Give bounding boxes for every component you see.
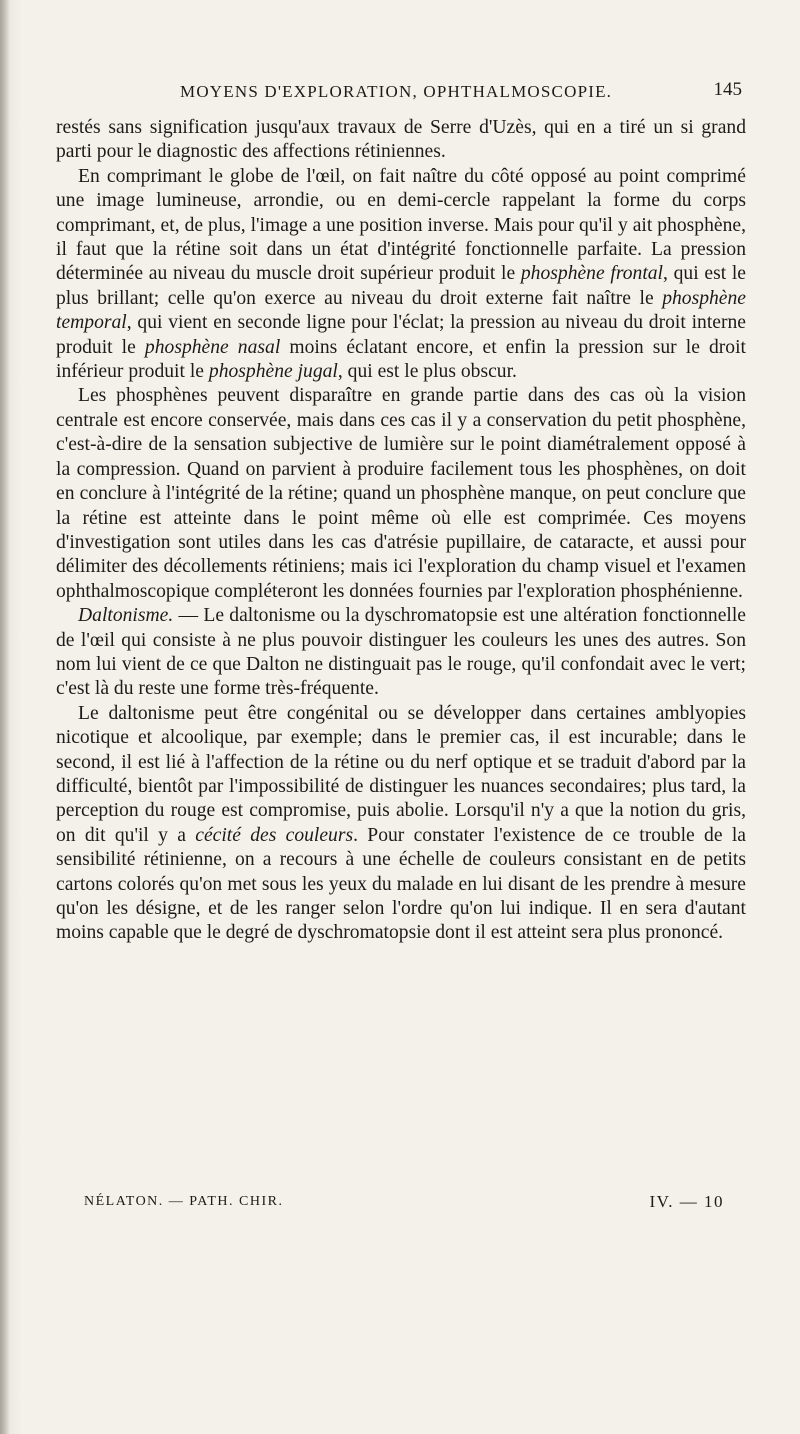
page-number: 145 (713, 79, 742, 100)
italic-term: Daltonisme. (78, 605, 174, 627)
text-run: En comprimant le globe de l'œil, on fait naître du côté opposé au point comprimé une image lumineuse, arrondie, ou en demi-cercle rappelant la forme du corps comprimant, et, de plus, l'image a une position inverse. Mais pour qu'il y ait phosphène, il faut que la rétine soit dans un état d'intégrité fonctionnelle parfaite. La pression déterminée au niveau du muscle droit supérieur produit le (56, 165, 746, 285)
italic-term: phosphène temporal (56, 287, 746, 334)
page-footer (84, 1192, 724, 1216)
text-run: Les phosphènes peuvent disparaître en grande partie dans des cas où la vision centrale est encore conservée, mais dans ces cas il y a conservation du petit phosphène, c'est-à-dire de la sensation subjective de lumière sur le point diamétralement opposé à la compression. Quand on parvient à produire facilement tous les phosphènes, on doit en conclure à l'intégrité de la rétine; quand un phosphène manque, on peut conclure que la rétine est atteinte dans le point même où elle est comprimée. Ces moyens d'investigation sont utiles dans les cas d'atrésie pupillaire, de cataracte, et aussi pour délimiter des décollements rétiniens; mais ici l'exploration du champ visuel et l'examen ophthalmoscopique compléteront les données fournies par l'exploration phosphénienne. (56, 385, 746, 602)
text-run: , qui est le plus brillant; celle qu'on exerce au niveau du droit externe fait naître le (56, 263, 746, 309)
text-run: — Le daltonisme ou la dyschromatopsie est une altération fonctionnelle de l'œil qui consiste à ne plus pouvoir distinguer les couleurs les unes des autres. Son nom lui vient de ce que Dalton ne distinguait pas le rouge, qu'il confondait avec le vert; c'est là du reste une forme très-fréquente. (56, 605, 746, 700)
italic-term: phosphène jugal (208, 361, 338, 383)
text-run: , qui est le plus obscur. (337, 361, 517, 383)
italic-term: cécité des couleurs (195, 824, 354, 846)
running-title: MOYENS D'EXPLORATION, OPHTHALMOSCOPIE. (180, 82, 613, 101)
text-run: restés sans signification jusqu'aux travaux de Serre d'Uzès, qui en a tiré un si grand parti pour le diagnostic des affections rétiniennes. (56, 117, 746, 163)
italic-term: phosphène nasal (144, 336, 281, 358)
paragraph (56, 116, 746, 165)
paragraph (56, 604, 746, 702)
body-text (56, 116, 746, 946)
text-run: . Pour constater l'existence de ce trouble de la sensibilité rétinienne, on a recours à une échelle de couleurs consistant en de petits cartons colorés qu'on met sous les yeux du malade en lui disant de les prendre à mesure qu'on les désigne, et de les ranger selon l'ordre qu'on lui indique. Il en sera d'autant moins capable que le degré de dyschromatopsie dont il est atteint sera plus prononcé. (56, 824, 746, 944)
running-head (180, 79, 742, 108)
text-run: , qui vient en seconde ligne pour l'éclat; la pression au niveau du droit interne produit le (56, 312, 746, 358)
paragraph (56, 165, 746, 385)
italic-term: phosphène frontal (520, 263, 664, 285)
paragraph (56, 384, 746, 604)
volume-signature: IV. — 10 (649, 1192, 724, 1211)
binding-shadow (0, 0, 10, 1434)
paragraph (56, 702, 746, 946)
signature-mark: NÉLATON. — PATH. CHIR. (84, 1194, 284, 1209)
text-run: moins éclatant encore, et enfin la pression sur le droit inférieur produit le (56, 336, 746, 383)
text-run: Le daltonisme peut être congénital ou se développer dans certaines amblyopies nicotique et alcoolique, par exemple; dans le premier cas, il est incurable; dans le second, il est lié à l'affection de la rétine ou du nerf optique et se traduit d'abord par la difficulté, bientôt par l'impossibilité de distinguer les nuances secondaires; plus tard, la perception du rouge est compromise, puis abolie. Lorsqu'il n'y a que la notion du gris, on dit qu'il y a (56, 702, 746, 846)
